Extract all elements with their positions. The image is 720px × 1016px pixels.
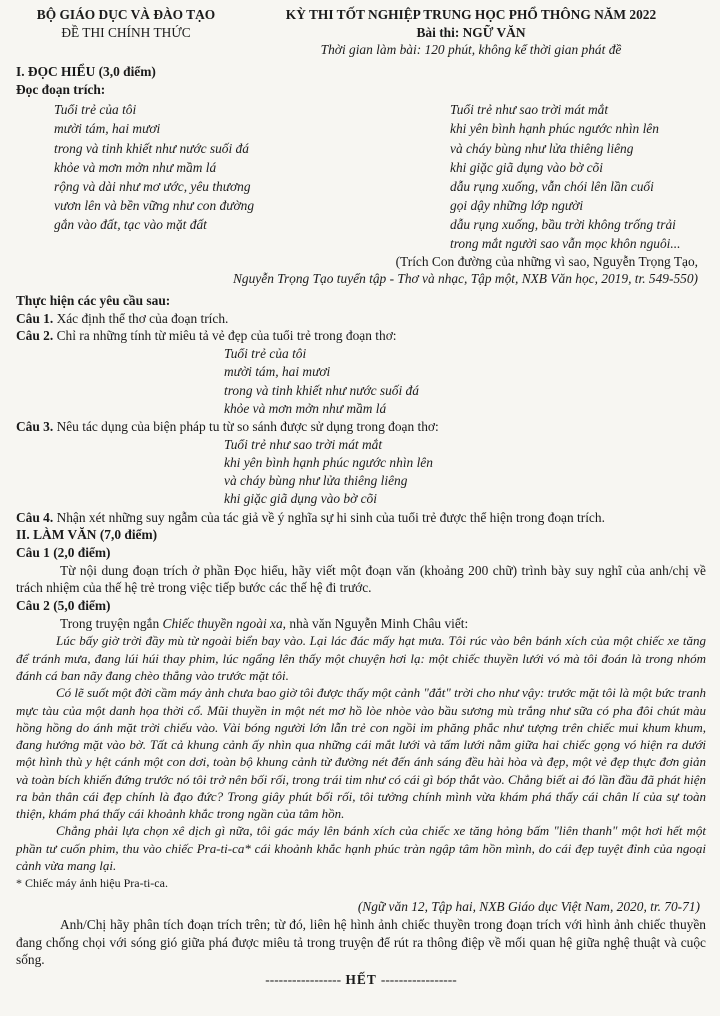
poem-source-line-1: (Trích Con đường của những vì sao, Nguyễn Trọng Tạo,	[395, 253, 698, 269]
quote-line: khi yên bình hạnh phúc ngước nhìn lên	[224, 454, 433, 470]
poem-line: khi yên bình hạnh phúc ngước nhìn lên	[450, 121, 659, 137]
official-exam-label: ĐỀ THI CHÍNH THỨC	[61, 24, 191, 40]
story-excerpt	[16, 632, 706, 874]
tasks-title: Thực hiện các yêu cầu sau:	[16, 293, 171, 309]
quote-line: Tuổi trẻ của tôi	[224, 346, 307, 362]
end-dashes-right: -----------------	[380, 971, 457, 987]
poem-line: dẫu rụng xuống, bầu trời không trống trải	[450, 216, 676, 232]
poem-right-column	[450, 100, 706, 252]
poem	[16, 100, 706, 252]
footnote: * Chiếc máy ảnh hiệu Pra-ti-ca.	[16, 876, 168, 891]
exam-title: KỲ THI TỐT NGHIỆP TRUNG HỌC PHỔ THÔNG NĂM 2022	[285, 7, 657, 22]
essay-2-story-title: Chiếc thuyền ngoài xa	[162, 615, 283, 631]
question-4-text: Nhận xét những suy ngẫm của tác giả về ý nghĩa sự hi sinh của tuổi trẻ được thể hiện trong đoạn trích.	[53, 509, 605, 525]
poem-line: dẫu rụng xuống, vẫn chói lên lần cuối	[450, 178, 654, 194]
essay-1-text: Từ nội dung đoạn trích ở phần Đọc hiểu, hãy viết một đoạn văn (khoảng 200 chữ) trình bày suy nghĩ của anh/chị về trách nhiệm của thế hệ trẻ trong việc tiếp bước các thế hệ đi trước.	[16, 562, 706, 596]
poem-source-line-2: Nguyễn Trọng Tạo tuyển tập - Thơ và nhạc, Tập một, NXB Văn học, 2019, tr. 549-550)	[232, 271, 698, 287]
poem-line: Tuổi trẻ như sao trời mát mắt	[450, 102, 609, 118]
quote-line: mười tám, hai mươi	[224, 364, 331, 380]
quote-line: khỏe và mơn mởn như mầm lá	[224, 400, 387, 416]
poem-line: gắn vào đất, tạc vào mặt đất	[54, 216, 207, 232]
question-2	[16, 327, 706, 345]
story-source: (Ngữ văn 12, Tập hai, NXB Giáo dục Việt Nam, 2020, tr. 70-71)	[357, 899, 700, 915]
question-4-label: Câu 4.	[16, 509, 54, 525]
question-3-label: Câu 3.	[16, 419, 54, 434]
poem-line: rộng và dài như mơ ước, yêu thương	[54, 178, 251, 194]
essay-2-label	[16, 597, 706, 615]
section-1-title: I. ĐỌC HIỂU (3,0 điểm)	[16, 64, 156, 80]
read-instruction: Đọc đoạn trích:	[16, 81, 106, 97]
question-4	[16, 509, 706, 527]
essay-2-task: Anh/Chị hãy phân tích đoạn trích trên; từ đó, liên hệ hình ảnh chiếc thuyền trong đoạn trích với hình ảnh chiếc thuyền đang chống chọi với sóng gió giữa phá được miêu tả trong truyện để rút ra thông điệp về mối quan hệ giữa nghệ thuật và cuộc sống.	[16, 916, 706, 968]
quote-line: khi giặc giã dụng vào bờ cõi	[224, 491, 377, 507]
essay-2-intro-a: Trong truyện ngắn	[60, 615, 163, 631]
exam-header	[16, 6, 706, 59]
poem-line: trong và tinh khiết như nước suối đá	[54, 140, 249, 156]
exam-time: Thời gian làm bài: 120 phút, không kể thời gian phát đề	[320, 42, 622, 58]
quote-line: trong và tinh khiết như nước suối đá	[224, 382, 419, 398]
question-2-text: Chỉ ra những tính từ miêu tả vẻ đẹp của tuổi trẻ trong đoạn thơ:	[53, 328, 397, 344]
question-3-quote	[16, 436, 706, 509]
essay-1-label	[16, 544, 706, 562]
question-2-quote	[16, 345, 706, 418]
essay-2-intro-b: , nhà văn Nguyễn Minh Châu viết:	[282, 615, 469, 631]
quote-line: Tuổi trẻ như sao trời mát mắt	[224, 436, 383, 452]
poem-line: Tuổi trẻ của tôi	[54, 102, 137, 118]
end-word: HẾT	[345, 971, 377, 987]
poem-line: khỏe và mơn mởn như mầm lá	[54, 159, 217, 175]
essay-2-intro	[16, 615, 706, 633]
question-3	[16, 418, 706, 436]
end-marker	[16, 971, 706, 989]
exam-subject: Bài thi: NGỮ VĂN	[416, 24, 526, 40]
essay-1-label-text: Câu 1 (2,0 điểm)	[16, 544, 111, 560]
question-3-text: Nêu tác dụng của biện pháp tu từ so sánh được sử dụng trong đoạn thơ:	[53, 419, 439, 434]
quote-line: và cháy bùng như lửa thiêng liêng	[224, 473, 408, 489]
end-dashes-left: -----------------	[265, 971, 342, 987]
story-paragraph: Lúc bấy giờ trời đầy mù từ ngoài biển bay vào. Lại lác đác mấy hạt mưa. Tôi rúc vào bên bánh xích của một chiếc xe tăng để tránh mưa, đang lúi húi thay phim, lúc ngẩng lên thấy một chuyện hơi lạ: một chiếc thuyền lưới vó mà tôi đoán là trong nhóm đánh cá ban nãy đang chèo thẳng vào trước mặt tôi.	[16, 633, 706, 683]
story-paragraph: Có lẽ suốt một đời cầm máy ảnh chưa bao giờ tôi được thấy một cảnh "đắt" trời cho như vậy: trước mặt tôi là một bức tranh mực tàu của một danh họa thời cổ. Mũi thuyền in một nét mơ hồ lòe nhòe vào bầu sương mù trắng như sữa có pha đôi chút màu hồng hồng do ánh mặt trời chiếu vào. Vài bóng người lớn lẫn trẻ con ngồi im phăng phắc như tượng trên chiếc mui khum khum, đang hướng mặt vào bờ. Tất cả khung cảnh ấy nhìn qua những cái mắt lưới và tấm lưới nằm giữa hai chiếc gọng vó hiện ra dưới một hình thù y hệt cánh một con dơi, toàn bộ khung cảnh từ đường nét đến ánh sáng đều hài hòa và đẹp, một vẻ đẹp thực đơn giản và toàn bích khiến đứng trước nó tôi trở nên bối rối, trong trái tim như có cái gì bóp thắt vào. Chẳng biết ai đó lần đầu đã phát hiện ra bản thân cái đẹp chính là đạo đức? Trong giây phút bối rối, tôi tưởng chính mình vừa khám phá thấy cái chân lí của sự toàn thiện, khám phá thấy cái khoảnh khắc trong ngần của tâm hồn.	[16, 685, 706, 822]
poem-left-column	[16, 100, 450, 252]
question-1	[16, 310, 706, 328]
poem-line: trong mắt người sao vẫn mọc khôn nguôi...	[450, 235, 681, 251]
question-2-label: Câu 2.	[16, 328, 54, 344]
exam-info-block	[236, 6, 706, 59]
poem-line: mười tám, hai mươi	[54, 121, 161, 137]
ministry-name: BỘ GIÁO DỤC VÀ ĐÀO TẠO	[36, 7, 216, 22]
story-paragraph: Chẳng phải lựa chọn xê dịch gì nữa, tôi gác máy lên bánh xích của chiếc xe tăng hỏng bấm "liên thanh" một hơi hết một phần tư cuốn phim, thu vào chiếc Pra-ti-ca* cái khoảnh khắc hạnh phúc tràn ngập tâm hồn mình, do cái đẹp tuyệt đỉnh của ngoại cảnh vừa mang lại.	[16, 823, 706, 874]
section-2-title: II. LÀM VĂN (7,0 điểm)	[16, 527, 158, 543]
poem-line: và cháy bùng như lửa thiêng liêng	[450, 140, 634, 156]
poem-line: vươn lên và bền vững như con đường	[54, 197, 255, 213]
question-1-label: Câu 1.	[16, 310, 54, 326]
ministry-block	[16, 6, 236, 41]
poem-line: khi giặc giã dụng vào bờ cõi	[450, 159, 603, 175]
poem-line: gọi dậy những lớp người	[450, 197, 584, 213]
question-1-text: Xác định thể thơ của đoạn trích.	[53, 310, 229, 326]
essay-2-label-text: Câu 2 (5,0 điểm)	[16, 598, 111, 613]
